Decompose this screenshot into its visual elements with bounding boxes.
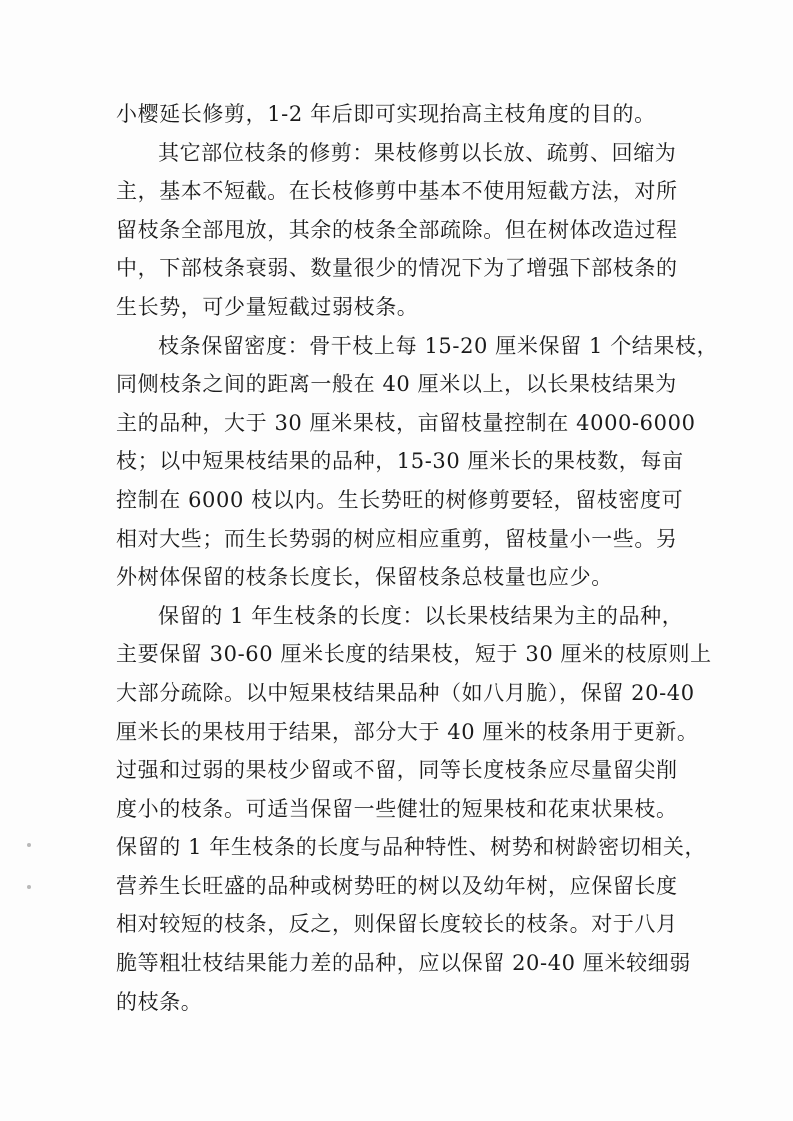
text-line: 厘米长的果枝用于结果，部分大于 40 厘米的枝条用于更新。 bbox=[116, 719, 699, 744]
text-line: 度小的枝条。可适当保留一些健壮的短果枝和花束状果枝。 bbox=[116, 796, 678, 821]
text-line: 主要保留 30-60 厘米长度的结果枝，短于 30 厘米的枝原则上 bbox=[116, 642, 712, 667]
paragraph-start-line: 保留的 1 年生枝条的长度：以长果枝结果为主的品种， bbox=[158, 603, 684, 628]
text-line: 主的品种，大于 30 厘米果枝，亩留枝量控制在 4000-6000 bbox=[116, 410, 696, 435]
text-line: 主，基本不短截。在长枝修剪中基本不使用短截方法，对所 bbox=[116, 179, 678, 204]
text-line: 相对较短的枝条，反之，则保留长度较长的枝条。对于八月 bbox=[116, 912, 678, 937]
text-line: 生长势，可少量短截过弱枝条。 bbox=[116, 294, 419, 319]
paragraph-start-line: 枝条保留密度：骨干枝上每 15-20 厘米保留 1 个结果枝， bbox=[158, 333, 719, 358]
text-line: 留枝条全部甩放，其余的枝条全部疏除。但在树体改造过程 bbox=[116, 217, 678, 242]
paragraph-start-line: 其它部位枝条的修剪：果枝修剪以长放、疏剪、回缩为 bbox=[158, 140, 677, 165]
text-line: 同侧枝条之间的距离一般在 40 厘米以上，以长果枝结果为 bbox=[116, 372, 677, 397]
text-line: 相对大些；而生长势弱的树应相应重剪，留枝量小一些。另 bbox=[116, 526, 678, 551]
text-line: 枝；以中短果枝结果的品种，15-30 厘米长的果枝数，每亩 bbox=[116, 449, 684, 474]
text-line: 过强和过弱的果枝少留或不留，同等长度枝条应尽量留尖削 bbox=[116, 758, 678, 783]
text-line: 营养生长旺盛的品种或树势旺的树以及幼年树，应保留长度 bbox=[116, 873, 678, 898]
text-line: 保留的 1 年生枝条的长度与品种特性、树势和树龄密切相关， bbox=[116, 835, 707, 860]
body-text bbox=[116, 95, 719, 1021]
text-line: 控制在 6000 枝以内。生长势旺的树修剪要轻，留枝密度可 bbox=[116, 487, 684, 512]
scan-speck bbox=[27, 885, 31, 889]
text-line: 小樱延长修剪，1-2 年后即可实现抬高主枝角度的目的。 bbox=[116, 102, 656, 126]
text-line: 的枝条。 bbox=[116, 989, 203, 1014]
text-line: 大部分疏除。以中短果枝结果品种（如八月脆），保留 20-40 bbox=[116, 680, 695, 705]
text-line: 脆等粗壮枝结果能力差的品种，应以保留 20-40 厘米较细弱 bbox=[116, 951, 691, 976]
text-line: 外树体保留的枝条长度长，保留枝条总枝量也应少。 bbox=[116, 565, 613, 590]
scan-speck bbox=[27, 843, 31, 847]
text-line: 中，下部枝条衰弱、数量很少的情况下为了增强下部枝条的 bbox=[116, 256, 678, 281]
